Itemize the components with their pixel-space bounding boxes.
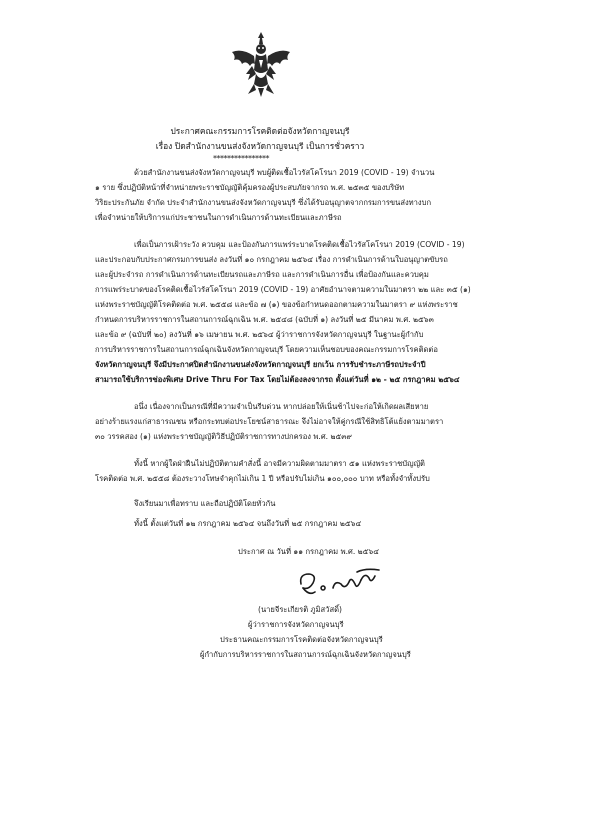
paragraph-line: การแพร่ระบาดของโรคติดเชื้อไวรัสโคโรนา 2019 (COVID - 19) อาศัยอำนาจตามความในมาตรา ๒๒ และ ๓๕ (๑)	[95, 285, 471, 294]
paragraph-line: แห่งพระราชบัญญัติโรคติดต่อ พ.ศ. ๒๕๕๘ และข้อ ๗ (๑) ของข้อกำหนดออกตามความในมาตรา ๙ แห่งพระราช	[95, 300, 458, 309]
handwritten-signature	[295, 566, 385, 602]
announcement-subject: เรื่อง ปิดสำนักงานขนส่งจังหวัดกาญจนบุรี เป็นการชั่วคราว	[155, 141, 365, 151]
paragraph-line: เพื่อเป็นการเฝ้าระวัง ควบคุม และป้องกันการแพร่ระบาดโรคติดเชื้อไวรัสโคโรนา 2019 (COVID - 19)	[134, 240, 465, 249]
paragraph-line: และประกอบกับประกาศกรมการขนส่ง ลงวันที่ ๑๐ กรกฎาคม ๒๕๖๔ เรื่อง การดำเนินการด้านใบอนุญาตขับรถ	[95, 255, 448, 264]
paragraph-line: เพื่อจำหน่ายให้บริการแก่ประชาชนในการดำเนินการด้านทะเบียนและภาษีรถ	[95, 213, 342, 222]
paragraph-line: อนึ่ง เนื่องจากเป็นกรณีที่มีความจำเป็นรีบด่วน หากปล่อยให้เนิ่นช้าไปจะก่อให้เกิดผลเสียหาย	[134, 402, 429, 411]
title-divider: ****************	[213, 154, 269, 163]
paragraph-line: ๑ ราย ซึ่งปฏิบัติหน้าที่จำหน่ายพระราชบัญญัติคุ้มครองผู้ประสบภัยจากรถ พ.ศ. ๒๕๓๕ ของบริษัท	[95, 183, 405, 192]
signatory-name: (นายจีระเกียรติ ภูมิสวัสดิ์)	[258, 605, 342, 614]
paragraph-line: ทั้งนี้ หากผู้ใดฝ่าฝืนไม่ปฏิบัติตามคำสั่งนี้ อาจมีความผิดตามมาตรา ๕๑ แห่งพระราชบัญญัติ	[134, 459, 425, 468]
paragraph-line: และผู้ประจำรถ การดำเนินการด้านทะเบียนรถและภาษีรถ และการดำเนินการอื่น เพื่อป้องกันและควบคุม	[95, 270, 429, 279]
paragraph-line-emphasis: สามารถใช้บริการช่องพิเศษ Drive Thru For Tax โดยไม่ต้องลงจากรถ ตั้งแต่วันที่ ๑๒ - ๒๕ กรกฎาคม ๒๕๖๔	[95, 375, 460, 384]
paragraph-line: โรคติดต่อ พ.ศ. ๒๕๕๘ ต้องระวางโทษจำคุกไม่เกิน 1 ปี หรือปรับไม่เกิน ๑๐๐,๐๐๐ บาท หรือทั้งจำทั้งปรับ	[95, 474, 430, 483]
announcement-date: ประกาศ ณ วันที่ ๑๑ กรกฎาคม พ.ศ. ๒๕๖๔	[238, 547, 379, 556]
paragraph-line: การบริหารราชการในสถานการณ์ฉุกเฉินจังหวัดกาญจนบุรี โดยความเห็นชอบของคณะกรรมการโรคติดต่อ	[95, 345, 438, 354]
closing-notice: จึงเรียนมาเพื่อทราบ และถือปฏิบัติโดยทั่วกัน	[134, 499, 276, 508]
signatory-position: ผู้กำกับการบริหารราชการในสถานการณ์ฉุกเฉินจังหวัดกาญจนบุรี	[200, 650, 411, 659]
signatory-position: ผู้ว่าราชการจังหวัดกาญจนบุรี	[248, 620, 344, 629]
paragraph-line: และข้อ ๙ (ฉบับที่ ๒๐) ลงวันที่ ๑๖ เมษายน พ.ศ. ๒๕๖๔ ผู้ว่าราชการจังหวัดกาญจนบุรี ในฐานะผู้กำกับ	[95, 330, 424, 339]
paragraph-line: วิริยะประกันภัย จำกัด ประจำสำนักงานขนส่งจังหวัดกาญจนบุรี ซึ่งได้รับอนุญาตจากกรมการขนส่งทางบก	[95, 198, 432, 207]
announcement-title: ประกาศคณะกรรมการโรคติดต่อจังหวัดกาญจนบุรี	[170, 126, 350, 136]
paragraph-line: กำหนดการบริหารราชการในสถานการณ์ฉุกเฉิน พ.ศ. ๒๕๔๘ (ฉบับที่ ๑) ลงวันที่ ๒๕ มีนาคม พ.ศ. ๒๕๖๓	[95, 315, 434, 324]
paragraph-line: อย่างร้ายแรงแก่สาธารณชน หรือกระทบต่อประโยชน์สาธารณะ จึงไม่อาจให้คู่กรณีใช้สิทธิโต้แย้งตามมาตรา	[95, 417, 444, 426]
garuda-emblem-icon	[228, 30, 294, 98]
paragraph-line-emphasis: จังหวัดกาญจนบุรี จึงมีประกาศปิดสำนักงานขนส่งจังหวัดกาญจนบุรี ยกเว้น การรับชำระภาษีรถประจำปี	[95, 360, 426, 369]
paragraph-line: ด้วยสำนักงานขนส่งจังหวัดกาญจนบุรี พบผู้ติดเชื้อไวรัสโคโรนา 2019 (COVID - 19) จำนวน	[134, 168, 435, 177]
paragraph-line: ๓๐ วรรคสอง (๑) แห่งพระราชบัญญัติวิธีปฏิบัติราชการทางปกครอง พ.ศ. ๒๕๓๙	[95, 432, 352, 441]
effective-period: ทั้งนี้ ตั้งแต่วันที่ ๑๒ กรกฎาคม ๒๕๖๔ จนถึงวันที่ ๒๕ กรกฎาคม ๒๕๖๔	[134, 519, 362, 528]
signatory-position: ประธานคณะกรรมการโรคติดต่อจังหวัดกาญจนบุรี	[220, 635, 383, 644]
